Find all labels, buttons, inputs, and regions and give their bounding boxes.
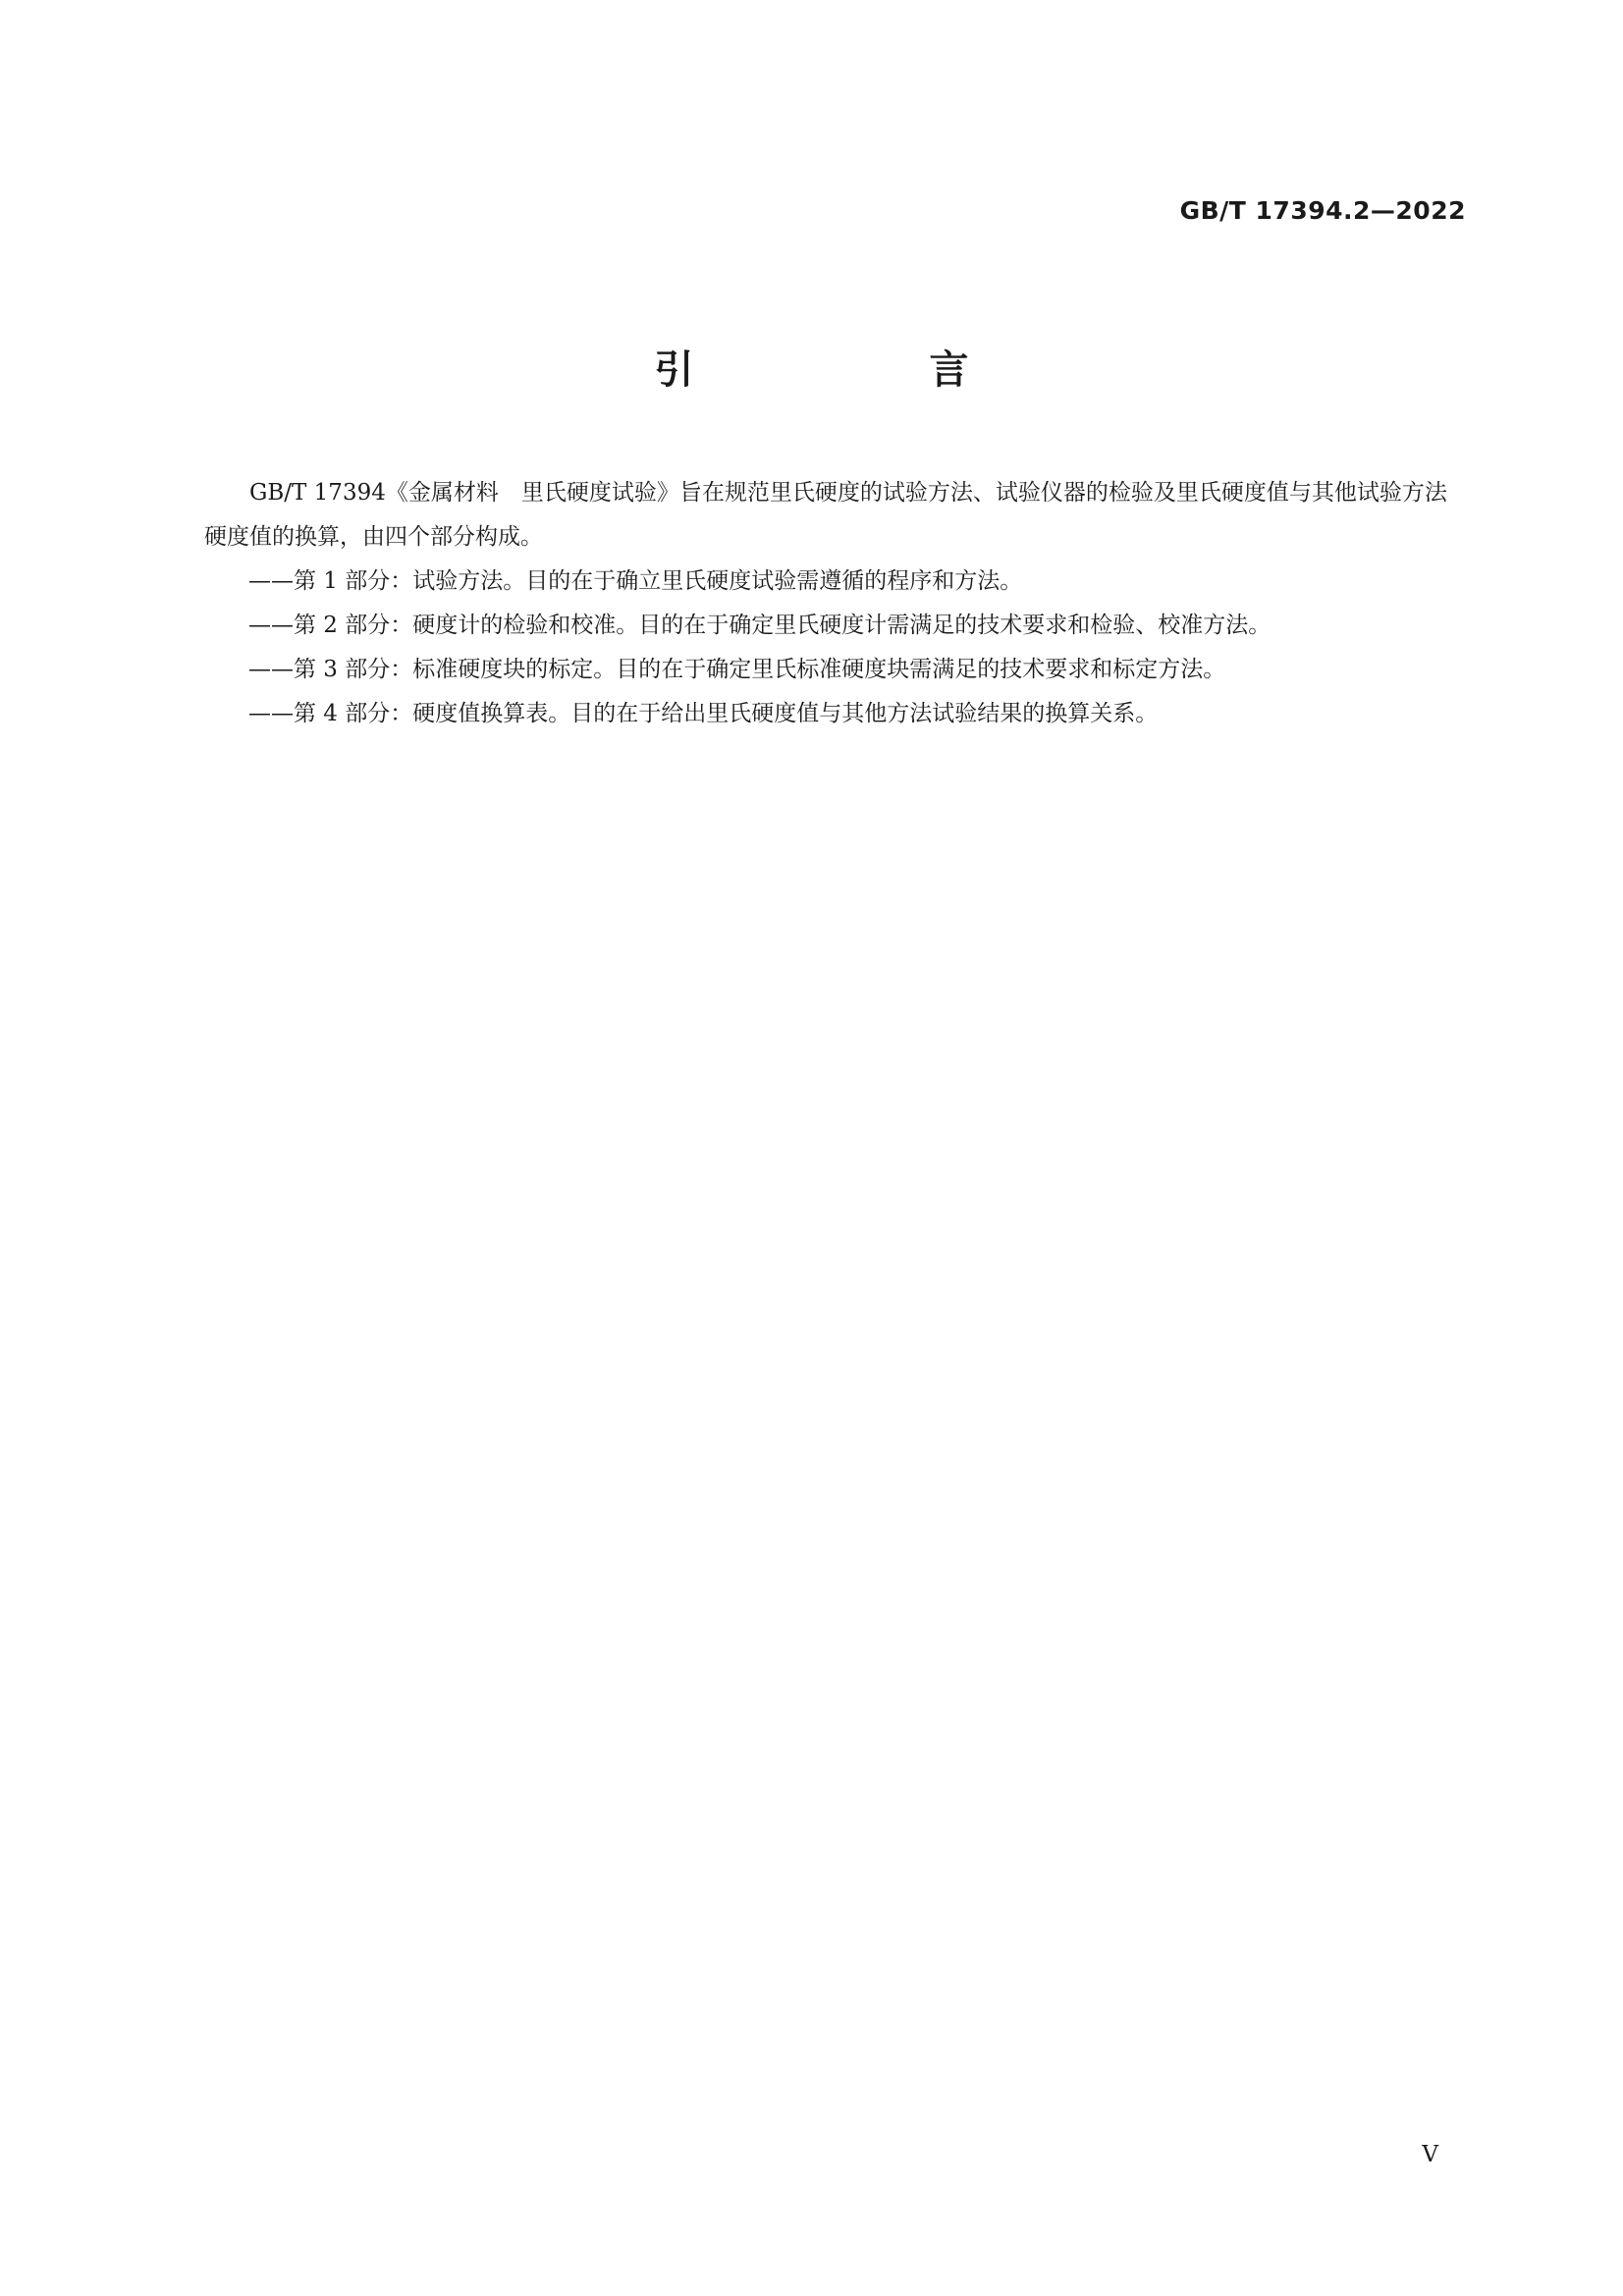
list-item-text: 第 2 部分：硬度计的检验和校准。目的在于确定里氏硬度计需满足的技术要求和检验、校准方法。 <box>294 613 1271 638</box>
page-number: V <box>1422 2142 1438 2167</box>
list-dash: —— <box>248 657 294 682</box>
standard-number: GB/T 17394.2—2022 <box>1179 196 1466 225</box>
document-body <box>204 471 1468 736</box>
list-item <box>204 648 1468 692</box>
list-dash: —— <box>248 568 294 594</box>
list-item <box>204 692 1468 736</box>
list-item-text: 第 4 部分：硬度值换算表。目的在于给出里氏硬度值与其他方法试验结果的换算关系。 <box>294 701 1159 726</box>
page-title: 引 言 <box>654 347 1067 393</box>
list-item-text: 第 3 部分：标准硬度块的标定。目的在于确定里氏标准硬度块需满足的技术要求和标定方法。 <box>294 657 1226 682</box>
parts-list <box>204 560 1468 736</box>
list-item-text: 第 1 部分：试验方法。目的在于确立里氏硬度试验需遵循的程序和方法。 <box>294 568 1023 594</box>
list-dash: —— <box>248 613 294 638</box>
list-item <box>204 604 1468 648</box>
list-dash: —— <box>248 701 294 726</box>
list-item <box>204 560 1468 604</box>
intro-paragraph: GB/T 17394《金属材料 里氏硬度试验》旨在规范里氏硬度的试验方法、试验仪器的检验及里氏硬度值与其他试验方法硬度值的换算，由四个部分构成。 <box>204 480 1447 550</box>
